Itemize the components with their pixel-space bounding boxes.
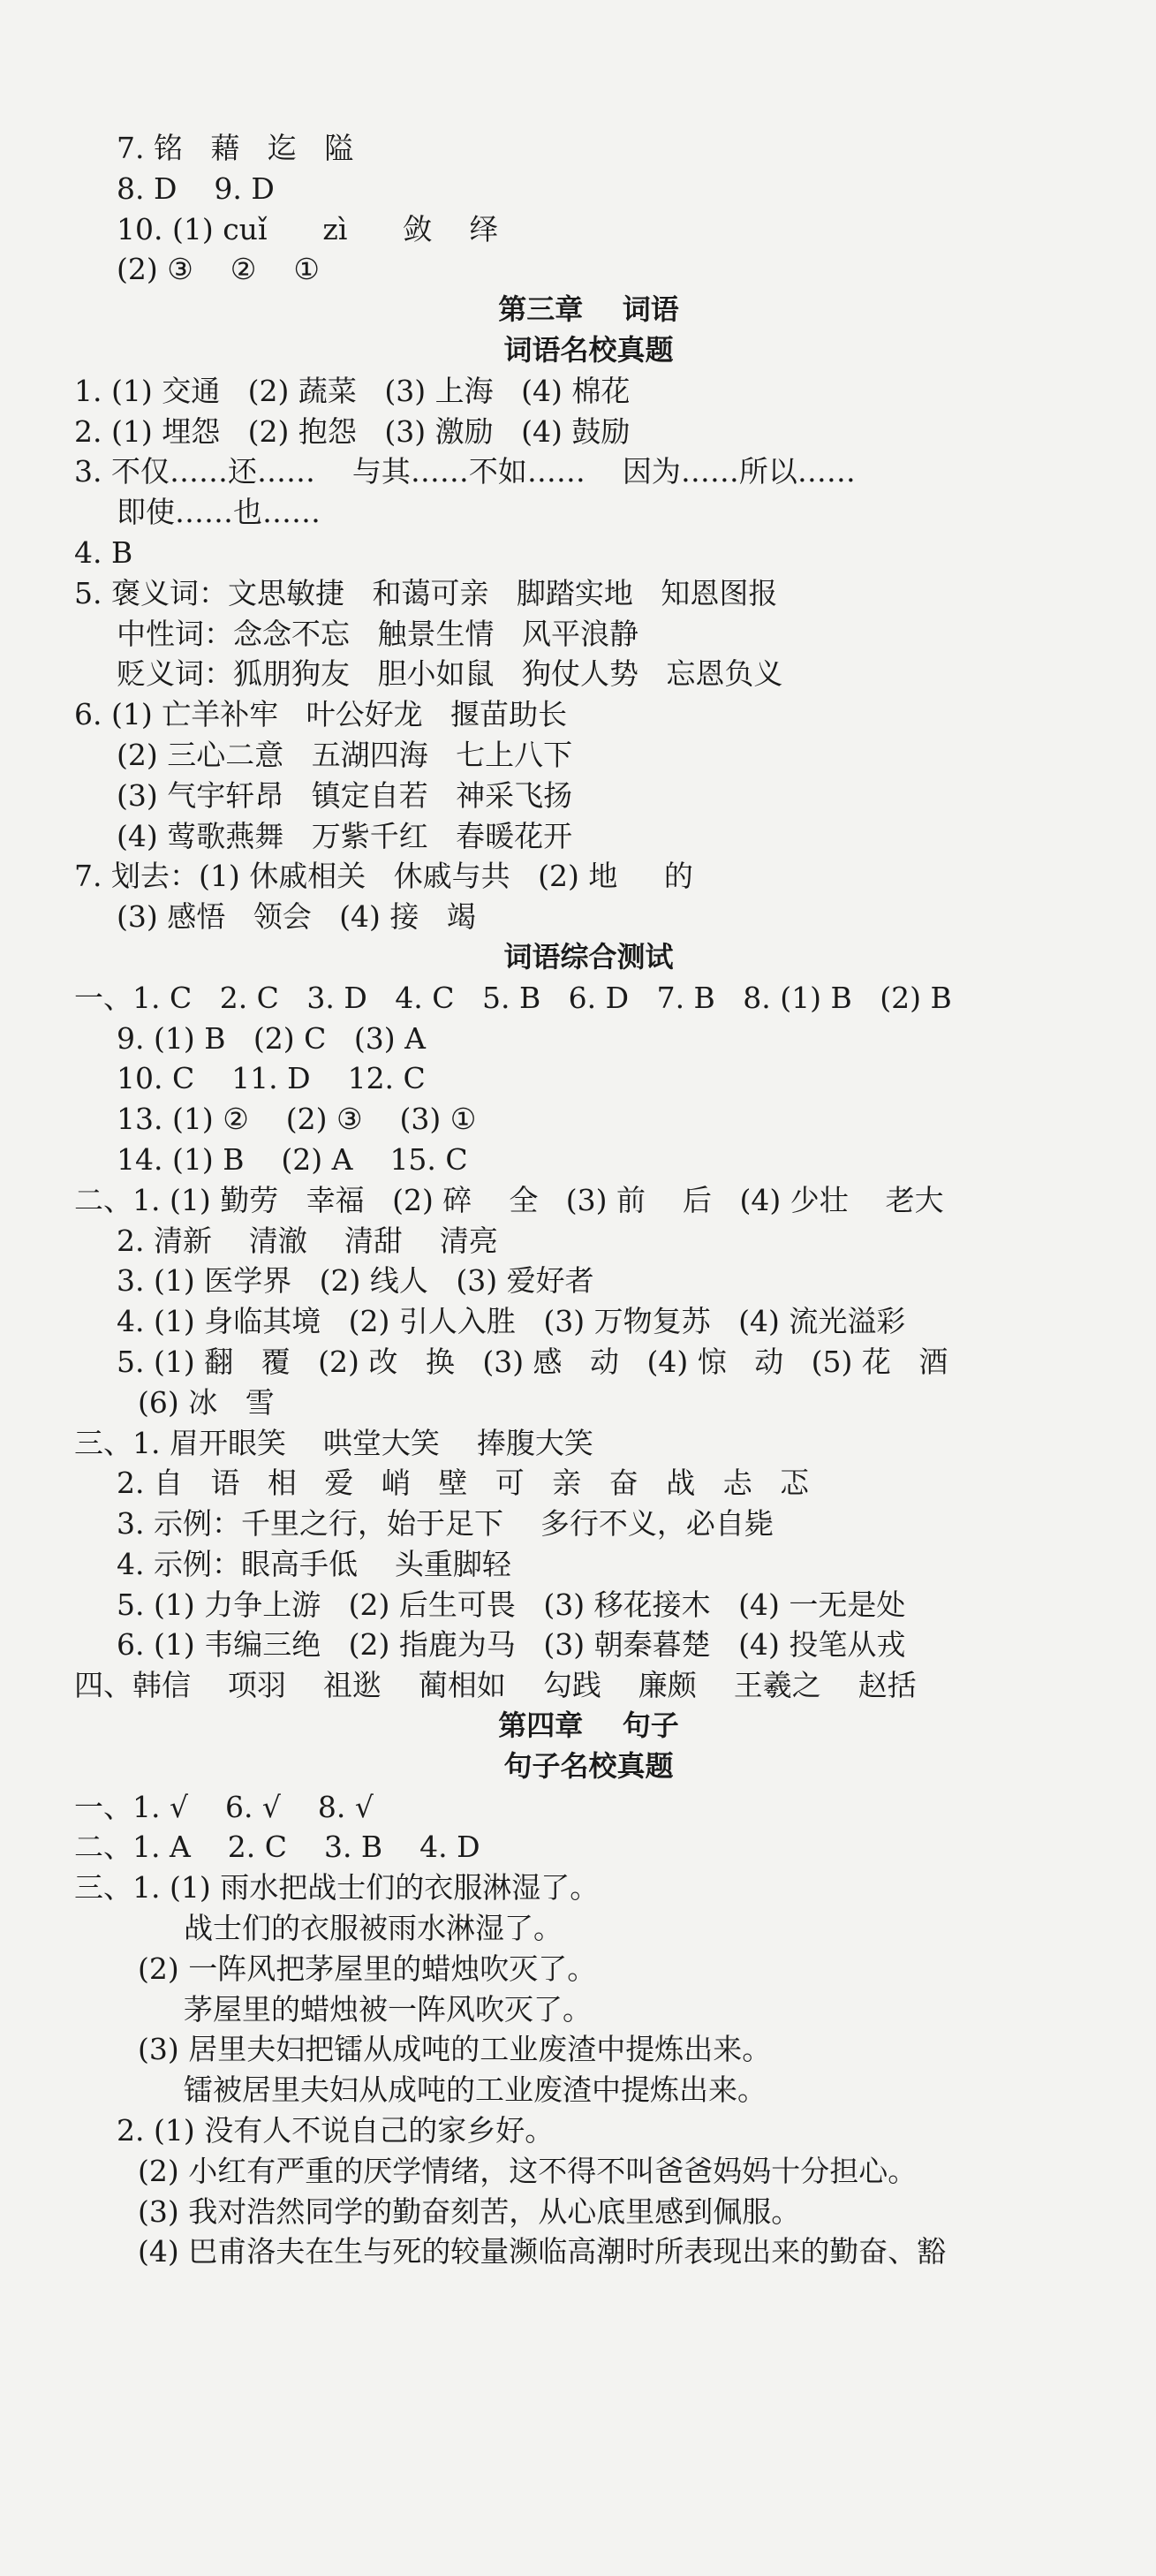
answer-line: 中性词：念念不忘 触景生情 风平浪静 [117, 616, 638, 651]
answer-line: 3. 不仅……还…… 与其……不如…… 因为……所以…… [74, 454, 856, 489]
answer-line: 5. (1) 翻 覆 (2) 改 换 (3) 感 动 (4) 惊 动 (5) 花 酒 [117, 1344, 948, 1379]
answer-line: 2. (1) 没有人不说自己的家乡好。 [117, 2113, 555, 2148]
answer-line: 6. (1) 韦编三绝 (2) 指鹿为马 (3) 朝秦暮楚 (4) 投笔从戎 [117, 1627, 906, 1663]
answer-line: 10. (1) cuǐ zì 敛 绎 [117, 211, 499, 246]
answer-line: (2) 三心二意 五湖四海 七上八下 [117, 737, 573, 772]
answer-line: (6) 冰 雪 [138, 1384, 275, 1420]
answer-line: 6. (1) 亡羊补牢 叶公好龙 揠苗助长 [74, 697, 568, 732]
answer-line: (2) 一阵风把茅屋里的蜡烛吹灭了。 [138, 1951, 597, 1986]
answer-line: (3) 感悟 领会 (4) 接 竭 [117, 899, 476, 935]
answer-line: 四、韩信 项羽 祖逖 蔺相如 勾践 廉颇 王羲之 赵括 [74, 1668, 917, 1703]
answer-line: 4. (1) 身临其境 (2) 引人入胜 (3) 万物复苏 (4) 流光溢彩 [117, 1304, 906, 1339]
answer-line: 1. (1) 交通 (2) 蔬菜 (3) 上海 (4) 棉花 [74, 373, 631, 408]
section-heading: 句子名校真题 [503, 1748, 674, 1783]
section-heading: 第四章 句子 [498, 1708, 679, 1743]
answer-line: 8. D 9. D [117, 170, 275, 206]
section-heading: 词语名校真题 [503, 332, 674, 367]
answer-line: 战士们的衣服被雨水淋湿了。 [184, 1911, 563, 1946]
answer-line: 13. (1) ② (2) ③ (3) ① [117, 1102, 477, 1137]
answer-line: 3. 示例：千里之行，始于足下 多行不义，必自毙 [117, 1506, 774, 1542]
answer-line: 2. (1) 埋怨 (2) 抱怨 (3) 激励 (4) 鼓励 [74, 413, 631, 449]
answer-line: 三、1. 眉开眼笑 哄堂大笑 捧腹大笑 [74, 1425, 593, 1460]
answer-line: 7. 划去：(1) 休戚相关 休戚与共 (2) 地 的 [74, 859, 693, 894]
answer-line: 7. 铭 藉 迄 隘 [117, 131, 354, 165]
answer-line: (3) 我对浩然同学的勤奋刻苦，从心底里感到佩服。 [138, 2193, 801, 2229]
section-heading: 词语综合测试 [503, 939, 674, 974]
answer-line: 14. (1) B (2) A 15. C [117, 1141, 468, 1177]
answer-line: 2. 自 语 相 爱 峭 壁 可 亲 奋 战 忐 忑 [117, 1466, 810, 1501]
answer-line: 即使……也…… [117, 495, 321, 530]
answer-line: 三、1. (1) 雨水把战士们的衣服淋湿了。 [74, 1870, 600, 1905]
answer-line: (3) 居里夫妇把镭从成吨的工业废渣中提炼出来。 [138, 2032, 772, 2067]
answer-line: (2) 小红有严重的厌学情绪，这不得不叫爸爸妈妈十分担心。 [138, 2153, 918, 2188]
answer-line: 贬义词：狐朋狗友 胆小如鼠 狗仗人势 忘恩负义 [117, 656, 783, 692]
answer-line: (4) 巴甫洛夫在生与死的较量濒临高潮时所表现出来的勤奋、豁 [138, 2234, 947, 2269]
answer-line: 一、1. C 2. C 3. D 4. C 5. B 6. D 7. B 8. (1) B (2) B [74, 980, 952, 1015]
answer-line: 一、1. √ 6. √ 8. √ [74, 1789, 374, 1824]
answer-line: 5. 褒义词：文思敏捷 和蔼可亲 脚踏实地 知恩图报 [74, 575, 778, 610]
answer-line: 二、1. (1) 勤劳 幸福 (2) 碎 全 (3) 前 后 (4) 少壮 老大 [74, 1182, 944, 1217]
answer-line: 5. (1) 力争上游 (2) 后生可畏 (3) 移花接木 (4) 一无是处 [117, 1587, 906, 1622]
answer-line: (4) 莺歌燕舞 万紫千红 春暖花开 [117, 818, 573, 853]
answer-line: 2. 清新 清澈 清甜 清亮 [117, 1223, 498, 1258]
answer-line: 4. 示例：眼高手低 头重脚轻 [117, 1546, 511, 1581]
answer-line: 9. (1) B (2) C (3) A [117, 1020, 426, 1056]
answer-line: 10. C 11. D 12. C [117, 1061, 426, 1096]
answer-line: 二、1. A 2. C 3. B 4. D [74, 1830, 480, 1865]
answer-line: 3. (1) 医学界 (2) 线人 (3) 爱好者 [117, 1263, 594, 1299]
answer-line: (2) ③ ② ① [117, 252, 320, 287]
section-heading: 第三章 词语 [498, 292, 679, 327]
answer-line: (3) 气宇轩昂 镇定自若 神采飞扬 [117, 777, 573, 813]
answer-line: 茅屋里的蜡烛被一阵风吹灭了。 [184, 1991, 592, 2027]
answer-line: 4. B [74, 534, 133, 570]
answer-line: 镭被居里夫妇从成吨的工业废渣中提炼出来。 [184, 2072, 767, 2108]
